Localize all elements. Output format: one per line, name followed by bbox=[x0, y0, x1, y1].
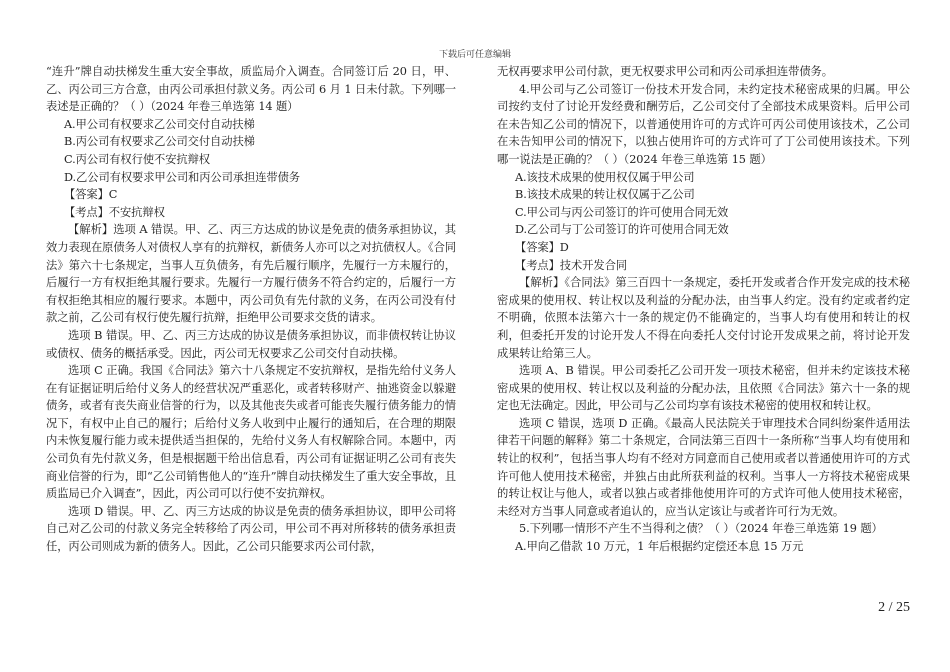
question-paragraph: 4.甲公司与乙公司签订一份技术开发合同，未约定技术秘密成果的归属。甲公司按约支付了讨论开发经费和酬劳后，乙公司交付了全部技术成果资料。后甲公司在未告知乙公司的情况下，以普通使用许可的方式许可丙公司使用该技术，乙公司在未告知甲公司的情况下，以独占使用许可的方式许可了丁公司使用该技术。下列哪一说法是正确的？（ ）（2024 年卷三单选第 15 题） bbox=[497, 82, 910, 166]
left-column bbox=[46, 63, 456, 556]
analysis-paragraph: 选项 C 正确。我国《合同法》第六十八条规定不安抗辩权，是指先给付义务人在有证据证明后给付义务人的经营状况严重恶化，或者转移财产、抽逃资金以躲避债务，或者有丧失商业信誉的行为，以及其他丧失或者可能丧失履行债务能力的情况下，有权中止自己的履行；后给付义务人收到中止履行的通知后，在合理的期限内未恢复履行能力或未提供适当担保的，先给付义务人有权解除合同。本题中，丙公司负有先付款义务，但是根据题干给出信息看，丙公司有证据证明乙公司有丧失商业信誉的行为，即“乙公司销售他人的“连升”牌自动扶梯发生了重大安全事故，且质监局已介入调查”，因此，丙公司可以行使不安抗辩权。 bbox=[46, 364, 456, 501]
page-header: 下载后可任意编辑 bbox=[438, 50, 511, 60]
option-a: A.该技术成果的使用权仅属于甲公司 bbox=[515, 170, 695, 184]
analysis-paragraph: 选项 A、B 错误。甲公司委托乙公司开发一项技术秘密，但并未约定该技术秘密成果的使用权、转让权以及利益的分配办法，且依照《合同法》第六十一条的规定也无法确定。因此，甲公司与乙公司均享有该技术秘密的使用权和转让权。 bbox=[497, 364, 910, 413]
option-b: B.该技术成果的转让权仅属于乙公司 bbox=[515, 188, 695, 202]
right-column bbox=[497, 63, 910, 556]
paragraph: 无权再要求甲公司付款，更无权要求甲公司和丙公司承担连带债务。 bbox=[497, 65, 833, 78]
analysis-paragraph: 选项 B 错误。甲、乙、丙三方达成的协议是债务承担协议，而非债权转让协议或债权、债务的概括承受。因此，丙公司无权要求乙公司交付自动扶梯。 bbox=[46, 328, 456, 360]
option-c: C.丙公司有权行使不安抗辩权 bbox=[64, 152, 210, 166]
option-d: D.乙公司与丁公司签订的许可使用合同无效 bbox=[515, 223, 729, 237]
option-a: A.甲向乙借款 10 万元，1 年后根据约定偿还本息 15 万元 bbox=[515, 540, 804, 554]
topic: 【考点】技术开发合同 bbox=[515, 258, 627, 272]
page-number: 2 / 25 bbox=[878, 600, 910, 615]
answer: 【答案】D bbox=[515, 240, 569, 254]
option-c: C.甲公司与丙公司签订的许可使用合同无效 bbox=[515, 205, 729, 219]
answer: 【答案】C bbox=[64, 188, 118, 202]
question-paragraph: 5.下列哪一情形不产生不当得利之债？（ ）（2024 年卷三单选第 19 题） bbox=[519, 522, 883, 536]
analysis-paragraph: 【解析】选项 A 错误。甲、乙、丙三方达成的协议是免责的债务承担协议，其效力表现在原债务人对债权人享有的抗辩权，新债务人亦可以之对抗债权人。《合同法》第六十七条规定，当事人互负债务，有先后履行顺序，先履行一方未履行的，后履行一方有权拒绝其履行要求。先履行一方履行债务不符合约定的，后履行一方有权拒绝其相应的履行要求。本题中，丙公司负有先付款的义务，在丙公司没有付款之前，乙公司有权行使先履行抗辩，拒绝甲公司要求交货的请求。 bbox=[46, 223, 456, 325]
option-d: D.乙公司有权要求甲公司和丙公司承担连带债务 bbox=[64, 170, 300, 184]
analysis-paragraph: 选项 D 错误。甲、乙、丙三方达成的协议是免责的债务承担协议，即甲公司将自己对乙公司的付款义务完全转移给了丙公司，甲公司不再对所移转的债务承担责任，丙公司则成为新的债务人。因此，乙公司只能要求丙公司付款， bbox=[46, 504, 456, 554]
paragraph: “连升”牌自动扶梯发生重大安全事故，质监局介入调查。合同签订后 20 日，甲、乙、丙公司三方合意，由丙公司承担付款义务。丙公司 6 月 1 日未付款。下列哪一表述是正确的？（ ）（2024 年卷三单选第 14 题） bbox=[46, 65, 456, 114]
option-b: B.丙公司有权要求乙公司交付自动扶梯 bbox=[64, 135, 255, 149]
topic: 【考点】不安抗辩权 bbox=[64, 205, 165, 219]
option-a: A.甲公司有权要求乙公司交付自动扶梯 bbox=[64, 117, 255, 131]
analysis-paragraph: 选项 C 错误，选项 D 正确。《最高人民法院关于审理技术合同纠纷案件适用法律若干问题的解释》第二十条规定，合同法第三百四十一条所称“当事人均有使用和转让的权利”，包括当事人均有不经对方同意而自己使用或者以普通使用许可的方式许可他人使用技术秘密，并独占由此所获利益的权利。当事人一方将技术秘密成果的转让权让与他人，或者以独占或者排他使用许可的方式许可他人使用技术秘密，未经对方当事人同意或者追认的，应当认定该让与或者许可行为无效。 bbox=[497, 416, 910, 518]
analysis-paragraph: 【解析】《合同法》第三百四十一条规定，委托开发或者合作开发完成的技术秘密成果的使用权、转让权以及利益的分配办法，由当事人约定。没有约定或者约定不明确，依照本法第六十一条的规定仍不能确定的，当事人均有使用和转让的权利，但委托开发的讨论开发人不得在向委托人交付讨论开发成果之前，将讨论开发成果转让给第三人。 bbox=[497, 276, 910, 360]
